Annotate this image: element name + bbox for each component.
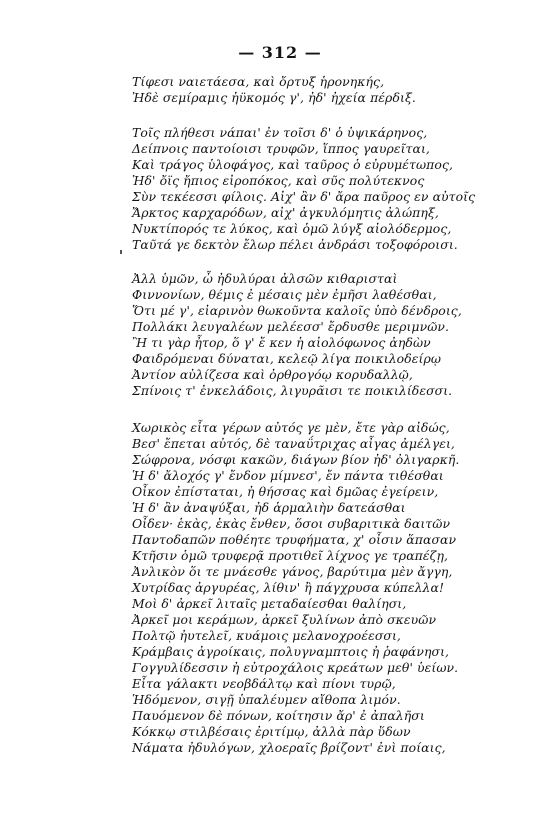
- verse-line: Χυτρίδας ἀργυρέας, λίθιν' ἢ πάγχρυσα κύπελλα!: [132, 580, 445, 595]
- verse-line: Ὅτι μέ γ', εἰαρινὸν θωκοῦντα καλοῖς ὑπὸ δένδροις,: [132, 303, 462, 318]
- verse-line: Ἡδόμενον, σιγῇ ὑπαλέυμεν αἴθοπα λιμόν.: [132, 692, 401, 707]
- verse-line: Γογγυλίδεσσιν ἠ εὐτροχάλοις κρεάτων μεθ' ὑείων.: [132, 660, 459, 675]
- verse-line: Κράμβαις ἀγροίκαις, πολυγναμπτοις ἠ ῥαφάνησι,: [132, 644, 450, 659]
- verse-line: Ἀρκεῖ μοι κεράμων, ἀρκεῖ ξυλίνων ἀπὸ σκευῶν: [132, 612, 437, 627]
- stanza-1: [132, 74, 552, 106]
- verse-line: Μοὶ δ' ἀρκεῖ λιταῖς μεταδαίεσθαι θαλίησι,: [132, 596, 407, 611]
- verse-line: Φαιδρόμεναι δύναται, κελεῷ λίγα ποικιλοδείρῳ: [132, 351, 442, 366]
- verse-line: Εἶτα γάλακτι νεοβδάλτῳ καὶ πίονι τυρῷ,: [132, 676, 396, 691]
- verse-line: Τοῖς πλήθεσι νάπαι' ἐν τοῖσι δ' ὁ ὑψικάρηνος,: [132, 125, 428, 140]
- verse-line: Ἠδὲ σεμίραμις ἠϋκομός γ', ἠδ' ἠχεία πέρδιξ.: [132, 90, 416, 105]
- verse-line: Οἶδεν· ἑκὰς, ἑκὰς ἔνθεν, ὅσοι συβαριτικὰ δαιτῶν: [132, 516, 451, 531]
- verse-line: Οἶκον ἐπίσταται, ἠ θήσσας καὶ δμῶας ἐγείρειν,: [132, 484, 439, 499]
- verse-line: Ἄρκτος καρχαρόδων, αἰχ' ἀγκυλόμητις ἀλώπηξ,: [132, 205, 439, 220]
- verse-line: Σπίνοις τ' ἐνκελάδοις, λιγυρᾶισι τε ποικιλίδεσσι.: [132, 383, 453, 398]
- verse-line: Χωρικὸς εἶτα γέρων αὐτός γε μὲν, ἔτε γὰρ αἰδώς,: [132, 420, 450, 435]
- verse-line: Φιννονίων, θέμις ἐ μέσαις μὲν ἐμῆσι λαθέσθαι,: [132, 287, 437, 302]
- verse-line: Ἡ δ' ἂν ἀναψύξαι, ἠδ ἁρμαλιὴν δατεάσθαι: [132, 500, 406, 515]
- verse-line: Νάματα ἠδυλόγων, χλοεραῖς βρίζοντ' ἐνὶ ποίαις,: [132, 740, 446, 755]
- verse-line: Ἠδ' ὄϊς ἤπιος εἰροπόκος, καὶ σῦς πολύτεκνος: [132, 173, 425, 188]
- stray-ink-mark: [120, 250, 122, 254]
- stanza-2: [132, 125, 552, 253]
- verse-line: Τίφεσι ναιετάεσα, καὶ ὄρτυξ ἡρονηκής,: [132, 74, 385, 89]
- verse-line: Καὶ τράγος ὑλοφάγος, καὶ ταῦρος ὁ εὐρυμέτωπος,: [132, 157, 454, 172]
- stanza-4: [132, 420, 552, 756]
- verse-line: Πολλάκι λευγαλέων μελέεσσ' ἔρδυσθε μεριμνῶν.: [132, 319, 450, 334]
- verse-line: Σὺν τεκέεσσι φίλοις. Αἰχ' ἂν δ' ἄρα παῦρος εν αὐτοῖς: [132, 189, 476, 204]
- verse-line: Πολτῷ ἠυτελεῖ, κυάμοις μελανοχροέεσσι,: [132, 628, 401, 643]
- poem-text: [132, 74, 552, 756]
- verse-line: Παυόμενον δὲ πόνων, κοίτησιν ἄρ' ἐ ἀπαλῆσι: [132, 708, 425, 723]
- verse-line: Σώφρονα, νόσφι κακῶν, διάγων βίον ἠδ' ὀλιγαρκῆ.: [132, 452, 460, 467]
- verse-line: Βεσ' ἔπεται αὐτός, δὲ ταναΰτριχας αἶγας ἀμέλγει,: [132, 436, 455, 451]
- stanza-break: [132, 399, 552, 420]
- page-number: — 312 —: [238, 43, 322, 62]
- verse-line: Νυκτίπορός τε λύκος, καὶ ὁμῶ λύγξ αἰολόδερμος,: [132, 221, 452, 236]
- verse-line: Ἀντίον αὐλίζεσα καὶ ὀρθρογόῳ κορυδαλλῷ,: [132, 367, 413, 382]
- verse-line: Ἢ τι γὰρ ἦτορ, ὅ γ' ἔ κεν ἡ αἰολόφωνος ἀηδὼν: [132, 335, 431, 350]
- verse-line: Κόκκῳ στιλβέσαις ἐριτίμῳ, ἀλλὰ πὰρ ὕδων: [132, 724, 411, 739]
- verse-line: Ἡ δ' ἄλοχός γ' ἔνδον μίμνεσ', ἔν πάντα τιθέσθαι: [132, 468, 444, 483]
- verse-line: Ταῦτά γε δεκτὸν ἔλωρ πέλει ἀνδράσι τοξοφόροισι.: [132, 237, 458, 252]
- verse-line: Κτῆσιν ὁμῶ τρυφερᾷ προτιθεῖ λίχνος γε τραπέζῃ,: [132, 548, 449, 563]
- verse-line: Παντοδαπῶν ποθέητε τρυφήματα, χ' οἶσιν ἅπασαν: [132, 532, 457, 547]
- verse-line: Δείπνοις παντοίοισι τρυφῶν, ἵππος γαυρεῖται,: [132, 141, 430, 156]
- stanza-break: [132, 106, 552, 125]
- stanza-3: [132, 271, 552, 399]
- verse-line: Ἀνλικὸν ὅι τε μνάεσθε γάνος, βαρύτιμα μὲν ἄγγη,: [132, 564, 453, 579]
- verse-line: Ἀλλ ὑμῶν, ὦ ἠδυλύραι ἀλσῶν κιθαρισταὶ: [132, 271, 398, 286]
- stanza-break: [132, 253, 552, 271]
